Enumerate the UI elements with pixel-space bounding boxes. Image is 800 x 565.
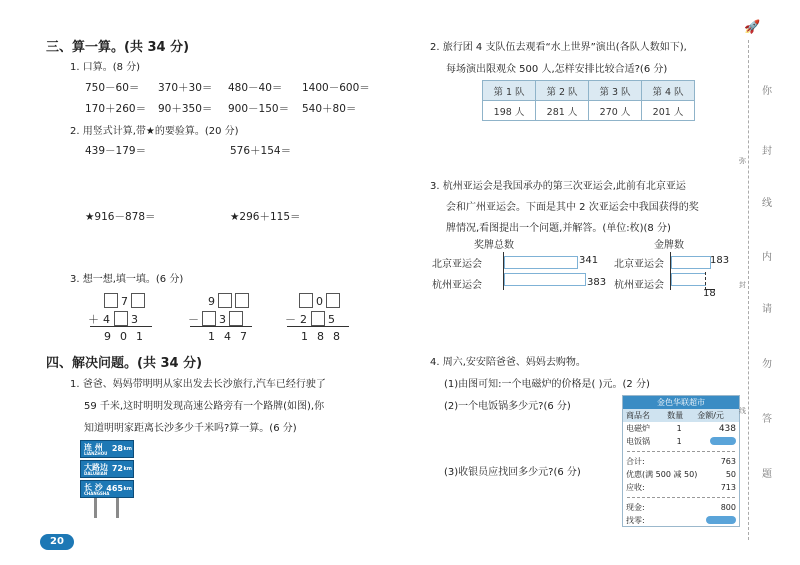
smudge-mark (706, 516, 736, 524)
sum-line (90, 326, 152, 327)
medal-total-chart (432, 236, 612, 296)
chart-row-label: 北京亚运会 (432, 259, 482, 270)
problem-text: 2. 旅行团 4 支队伍去观看“水上世界”演出(各队人数如下), (430, 42, 687, 53)
oral-item: 900－150＝ (228, 103, 290, 115)
problem-text: 1. 爸爸、妈妈带明明从家出发去长沙旅行,汽车已经行驶了 (70, 379, 326, 390)
problem-text: 知道明明家距离长沙多少千米吗?算一算。(6 分) (84, 423, 297, 434)
problem-text: 4. 周六,安安陪爸爸、妈妈去购物。 (430, 357, 586, 368)
margin-char: 题 (762, 469, 772, 480)
team-value: 270 人 (589, 101, 642, 121)
receipt-pay-value: 800 (720, 503, 736, 512)
receipt-item: 电磁炉 (626, 424, 650, 433)
receipt-pay-label: 找零: (626, 516, 645, 525)
team-header: 第 1 队 (483, 81, 536, 101)
sign-row: 连 州 LIANZHOU 28 km (80, 440, 134, 458)
margin-char: 内 (762, 252, 772, 263)
team-table (482, 80, 695, 121)
receipt-pay-value (670, 514, 739, 527)
calc-item: 439－179＝ (85, 145, 147, 157)
blank-box[interactable] (311, 311, 325, 326)
chart-title: 奖牌总数 (474, 240, 514, 251)
receipt-header: 数量 (667, 411, 684, 420)
oral-item: 90＋350＝ (158, 103, 213, 115)
calc-item: ★296＋115＝ (230, 211, 301, 223)
chart-row-label: 北京亚运会 (614, 259, 664, 270)
section3-title: 三、算一算。(共 34 分) (46, 40, 190, 55)
bar-beijing-gold (671, 256, 711, 269)
sub-question: (2)一个电饭锅多少元?(6 分) (444, 401, 571, 412)
receipt-title: 金色华联超市 (623, 396, 739, 409)
team-value: 281 人 (536, 101, 589, 121)
oral-item: 1400－600＝ (302, 82, 370, 94)
receipt-total-label: 应收: (626, 483, 645, 492)
sub-question: (1)由图可知:一个电磁炉的价格是( )元。(2 分) (444, 379, 650, 390)
oral-item: 170＋260＝ (85, 103, 147, 115)
bar-value: 341 (579, 255, 599, 266)
oral-item: 540＋80＝ (302, 103, 357, 115)
smudge-mark (710, 437, 736, 445)
problem-text: 59 千米,这时明明发现高速公路旁有一个路牌(如图),你 (84, 401, 325, 412)
vertical-puzzle-2: 9 － 3 147 (188, 295, 256, 343)
receipt-qty: 1 (676, 437, 682, 446)
gold-medal-chart (612, 236, 732, 302)
receipt-total-value: 50 (725, 470, 736, 479)
q2-label: 2. 用竖式计算,带★的要验算。(20 分) (70, 126, 239, 137)
receipt-header: 金额/元 (697, 411, 724, 420)
margin-char: 你 (762, 86, 772, 97)
margin-char: 封 (762, 146, 772, 157)
receipt-total-label: 合计: (626, 457, 645, 466)
sign-row: 大路边 DALUBIAN 72 km (80, 460, 134, 478)
bar-beijing-total (504, 256, 578, 269)
difference-line (287, 326, 349, 327)
chart-row-label: 杭州亚运会 (614, 280, 664, 291)
vertical-puzzle-1: 7 ＋ 4 3 901 (88, 295, 152, 343)
margin-char: 线 (762, 198, 772, 209)
blank-box[interactable] (114, 311, 128, 326)
team-header: 第 4 队 (642, 81, 695, 101)
sub-question: (3)收银员应找回多少元?(6 分) (444, 467, 581, 478)
blank-box[interactable] (235, 293, 249, 308)
calc-item: ★916－878＝ (85, 211, 156, 223)
blank-box[interactable] (218, 293, 232, 308)
problem-text: 3. 杭州亚运会是我国承办的第三次亚运会,此前有北京亚运 (430, 181, 686, 192)
blank-box[interactable] (104, 293, 118, 308)
diff-value: 18 (703, 288, 716, 299)
bar-hangzhou-total (504, 273, 586, 286)
blank-box[interactable] (131, 293, 145, 308)
section4-title: 四、解决问题。(共 34 分) (46, 356, 203, 371)
blank-box[interactable] (202, 311, 216, 326)
receipt-total-value: 713 (720, 483, 736, 492)
receipt-total-label: 优惠(满 500 减 50) (626, 470, 698, 479)
team-value: 201 人 (642, 101, 695, 121)
oral-item: 370＋30＝ (158, 82, 213, 94)
receipt-qty: 1 (676, 424, 682, 433)
chart-row-label: 杭州亚运会 (432, 280, 482, 291)
receipt-header: 商品名 (626, 411, 650, 420)
sign-row: 长 沙 CHANGSHA 465 km (80, 480, 134, 498)
sign-post (94, 498, 97, 518)
q3-label: 3. 想一想,填一填。(6 分) (70, 274, 184, 285)
margin-char: 答 (762, 414, 772, 425)
margin-small-char: 封 (739, 281, 746, 289)
bar-value: 383 (587, 277, 607, 288)
team-value: 198 人 (483, 101, 536, 121)
receipt (622, 395, 740, 527)
oral-item: 750－60＝ (85, 82, 140, 94)
blank-box[interactable] (229, 311, 243, 326)
problem-text: 每场演出限观众 500 人,怎样安排比较合适?(6 分) (446, 64, 668, 75)
bar-value: 183 (710, 255, 730, 266)
page-number: 20 (40, 534, 74, 550)
oral-item: 480－40＝ (228, 82, 283, 94)
blank-box[interactable] (299, 293, 313, 308)
vertical-puzzle-3: 0 － 2 5 188 (285, 295, 349, 343)
problem-text: 会和广州亚运会。下面是其中 2 次亚运会中我国获得的奖 (446, 202, 699, 213)
sign-post (116, 498, 119, 518)
margin-small-char: 弥 (739, 157, 746, 165)
receipt-amount (694, 435, 739, 448)
bar-hangzhou-gold (671, 273, 706, 286)
calc-item: 576＋154＝ (230, 145, 292, 157)
margin-char: 勿 (762, 359, 772, 370)
chart-title: 金牌数 (654, 240, 684, 251)
road-sign (80, 440, 140, 520)
receipt-item: 电饭锅 (626, 437, 650, 446)
team-header: 第 2 队 (536, 81, 589, 101)
team-header: 第 3 队 (589, 81, 642, 101)
margin-char: 请 (762, 304, 772, 315)
q1-label: 1. 口算。(8 分) (70, 62, 141, 73)
problem-text: 牌情况,看图提出一个问题,并解答。(单位:枚)(8 分) (446, 223, 671, 234)
rocket-icon: 🚀 (744, 20, 761, 35)
binding-line (748, 40, 749, 540)
receipt-amount: 438 (718, 423, 736, 434)
margin-small-char: 线 (739, 407, 746, 415)
difference-line (190, 326, 252, 327)
blank-box[interactable] (326, 293, 340, 308)
receipt-total-value: 763 (720, 457, 736, 466)
receipt-pay-label: 现金: (626, 503, 645, 512)
